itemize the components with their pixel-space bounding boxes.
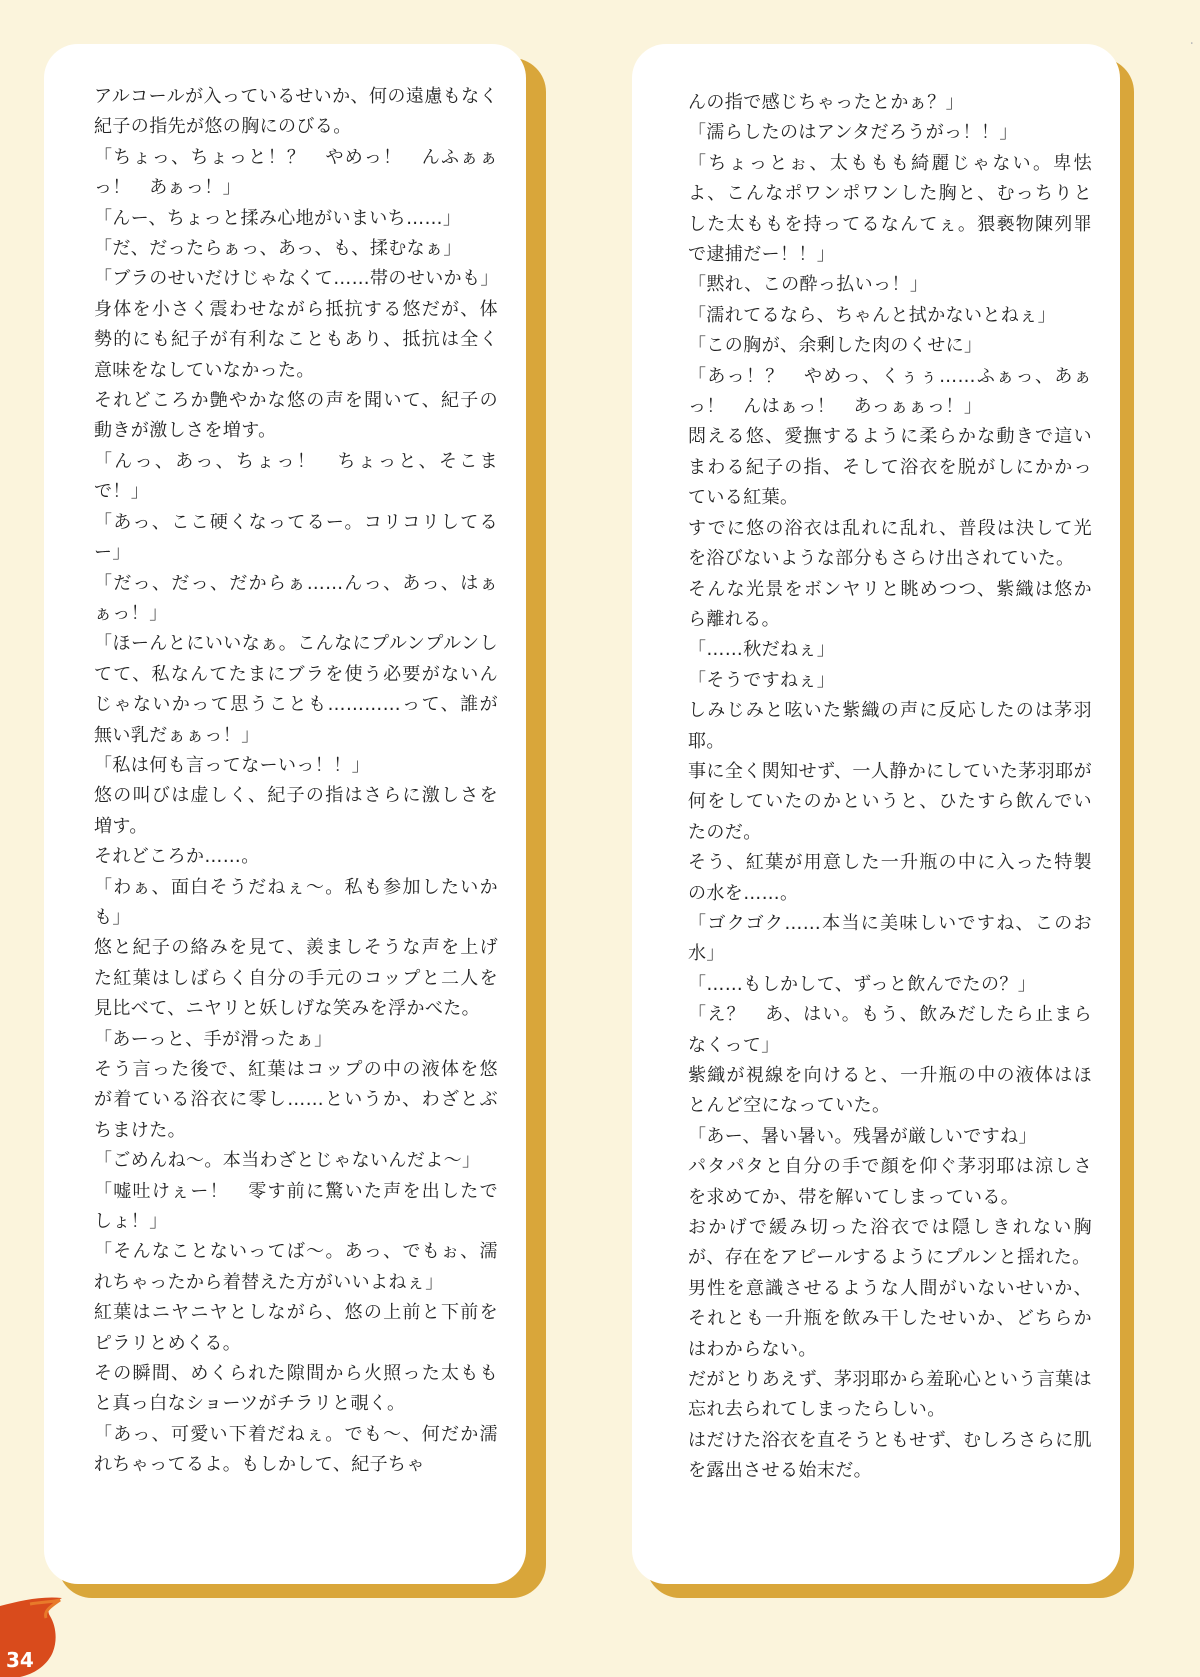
paragraph: 「ちょっ、ちょっと！？ やめっ！ んふぁぁっ！ あぁっ！」 <box>94 146 498 199</box>
paragraph: 「ほーんとにいいなぁ。こんなにプルンプルンしてて、私なんてたまにブラを使う必要がないんじゃないかって思うことも…………って、誰が無い乳だぁぁっ！」 <box>94 633 498 746</box>
paragraph: だがとりあえず、茅羽耶から羞恥心という言葉は忘れ去られてしまったらしい。 <box>688 1369 1092 1421</box>
paragraph: 「わぁ、面白そうだねぇ〜。私も参加したいかも」 <box>94 876 498 928</box>
paragraph: それどころか艶やかな悠の声を聞いて、紀子の動きが激しさを増す。 <box>94 390 498 442</box>
paragraph: 「そんなことないってば〜。あっ、でもぉ、濡れちゃったから着替えた方がいいよねぇ」 <box>94 1241 498 1293</box>
paragraph: 悠の叫びは虚しく、紀子の指はさらに激しさを増す。 <box>94 785 498 837</box>
left-text-panel <box>44 44 526 1584</box>
paragraph: 紅葉はニヤニヤとしながら、悠の上前と下前をピラリとめくる。 <box>94 1302 498 1354</box>
paragraph: 「この胸が、余剰した肉のくせに」 <box>688 335 983 357</box>
paragraph: 「んー、ちょっと揉み心地がいまいち……」 <box>94 207 462 229</box>
paragraph: そんな光景をボンヤリと眺めつつ、紫織は悠から離れる。 <box>688 578 1092 630</box>
paragraph: 「ごめんね〜。本当わざとじゃないんだよ〜」 <box>94 1150 481 1172</box>
paragraph: 「そうですねぇ」 <box>688 669 836 691</box>
paragraph: 「嘘吐けぇー！ 零す前に驚いた声を出したでしょ！」 <box>94 1180 498 1233</box>
paragraph: 悶える悠、愛撫するように柔らかな動きで這いまわる紀子の指、そして浴衣を脱がしにかかっている紅葉。 <box>688 426 1092 509</box>
paragraph: 「私は何も言ってなーいっ！！」 <box>94 754 370 776</box>
paragraph: 「んっ、あっ、ちょっ！ ちょっと、そこまで！」 <box>94 450 498 503</box>
paragraph: 「だっ、だっ、だからぁ……んっ、あっ、はぁぁっ！」 <box>94 572 498 624</box>
paragraph: 「黙れ、この酔っ払いっ！」 <box>688 274 929 296</box>
paragraph: その瞬間、めくられた隙間から火照った太ももと真っ白なショーツがチラリと覗く。 <box>94 1363 498 1415</box>
corner-mark: · <box>1189 36 1194 52</box>
paragraph: 「ブラのせいだけじゃなくて……帯のせいかも」 <box>94 268 499 290</box>
paragraph: 「あっ、可愛い下着だねぇ。でも〜、何だか濡れちゃってるよ。もしかして、紀子ちゃ <box>94 1423 498 1476</box>
paragraph: パタパタと自分の手で顔を仰ぐ茅羽耶は涼しさを求めてか、帯を解いてしまっている。 <box>688 1156 1092 1208</box>
paragraph: 身体を小さく震わせながら抵抗する悠だが、体勢的にも紀子が有利なこともあり、抵抗は全く意味をなしていなかった。 <box>94 298 498 381</box>
paragraph: 事に全く関知せず、一人静かにしていた茅羽耶が何をしていたのかというと、ひたすら飲んでいたのだ。 <box>688 760 1092 843</box>
page-number: 34 <box>6 1648 34 1672</box>
paragraph: すでに悠の浴衣は乱れに乱れ、普段は決して光を浴びないような部分もさらけ出されていた。 <box>688 517 1092 570</box>
paragraph: はだけた浴衣を直そうともせず、むしろさらに肌を露出させる始末だ。 <box>688 1429 1092 1482</box>
paragraph: 「え？ あ、はい。もう、飲みだしたら止まらなくって」 <box>688 1004 1092 1056</box>
paragraph: 「濡らしたのはアンタだろうがっ！！」 <box>688 122 1018 144</box>
right-text-panel <box>632 44 1120 1584</box>
paragraph: 「……秋だねぇ」 <box>688 639 836 661</box>
paragraph: アルコールが入っているせいか、何の遠慮もなく紀子の指先が悠の胸にのびる。 <box>94 86 498 138</box>
paragraph: そう、紅葉が用意した一升瓶の中に入った特製の水を……。 <box>688 852 1092 904</box>
paragraph: しみじみと呟いた紫織の声に反応したのは茅羽耶。 <box>688 700 1092 752</box>
paragraph: 「あっ！？ やめっ、くぅぅ……ふぁっ、あぁっ！ んはぁっ！ あっぁぁっ！」 <box>688 365 1092 418</box>
paragraph: 「だ、だったらぁっ、あっ、も、揉むなぁ」 <box>94 238 462 260</box>
paragraph: 「あーっと、手が滑ったぁ」 <box>94 1028 333 1050</box>
paragraph: それどころか……。 <box>94 846 260 868</box>
paragraph: 「ゴクゴク……本当に美味しいですね、このお水」 <box>688 912 1092 965</box>
paragraph: 「あー、暑い暑い。残暑が厳しいですね」 <box>688 1125 1037 1147</box>
paragraph: そう言った後で、紅葉はコップの中の液体を悠が着ている浴衣に零し……というか、わざとぶちまけた。 <box>94 1059 498 1141</box>
paragraph: 「濡れてるなら、ちゃんと拭かないとねぇ」 <box>688 304 1056 326</box>
paragraph: 「……もしかして、ずっと飲んでたの？」 <box>688 973 1037 995</box>
paragraph: おかげで緩み切った浴衣では隠しきれない胸が、存在をアピールするようにプルンと揺れた。 <box>688 1217 1092 1269</box>
paragraph: 「ちょっとぉ、太ももも綺麗じゃない。卑怯よ、こんなポワンポワンした胸と、むっちりとした太ももを持ってるなんてぇ。猥褻物陳列罪で逮捕だー！！」 <box>688 152 1092 266</box>
paragraph: んの指で感じちゃったとかぁ？」 <box>688 92 964 113</box>
paragraph: 男性を意識させるような人間がいないせいか、それとも一升瓶を飲み干したせいか、どちらかはわからない。 <box>688 1277 1092 1360</box>
paragraph: 悠と紀子の絡みを見て、羨ましそうな声を上げた紅葉はしばらく自分の手元のコップと二人を見比べて、ニヤリと妖しげな笑みを浮かべた。 <box>94 937 498 1020</box>
paragraph: 「あっ、ここ硬くなってるー。コリコリしてるー」 <box>94 511 498 564</box>
paragraph: 紫織が視線を向けると、一升瓶の中の液体はほとんど空になっていた。 <box>688 1065 1092 1117</box>
